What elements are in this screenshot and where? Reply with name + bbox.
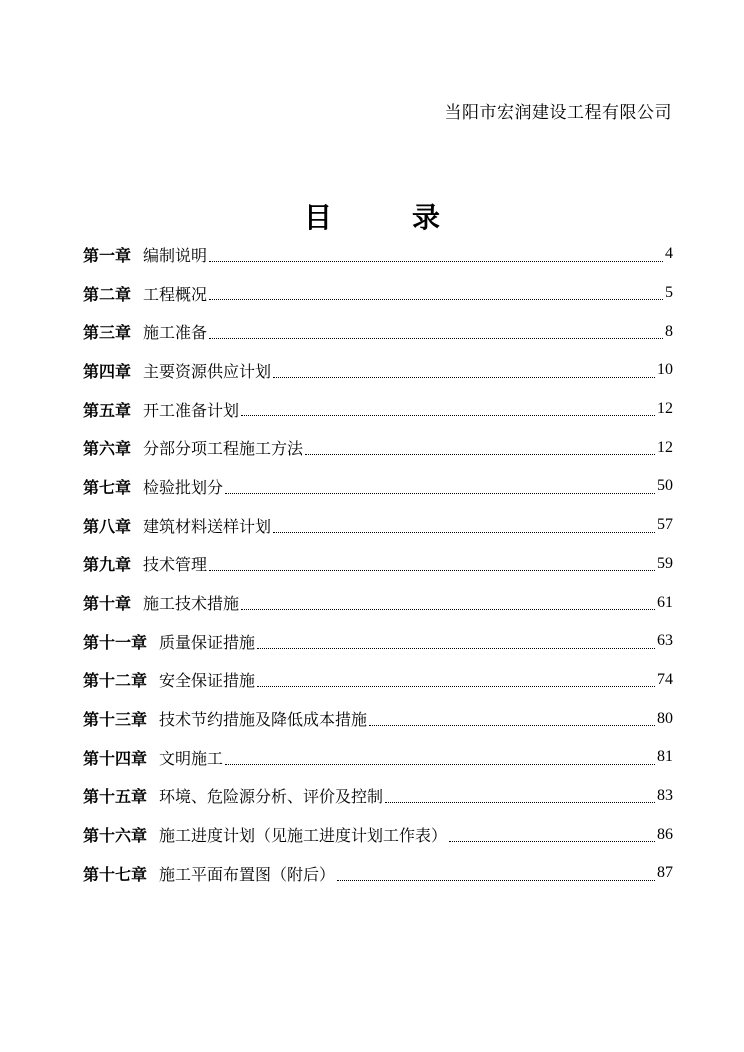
toc-chapter-title: 施工平面布置图（附后）: [159, 864, 336, 884]
toc-dot-leader: [273, 531, 655, 533]
toc-chapter-number: 第八章: [83, 516, 132, 536]
toc-entry[interactable]: [83, 390, 673, 429]
toc-dot-leader: [241, 414, 655, 416]
toc-chapter-title: 施工进度计划（见施工进度计划工作表）: [159, 826, 448, 846]
toc-chapter-title: 检验批划分: [143, 477, 224, 497]
toc-dot-leader: [209, 298, 663, 300]
toc-chapter-title: 建筑材料送样计划: [143, 516, 272, 536]
toc-page-number: 12: [657, 400, 673, 418]
toc-entry[interactable]: [83, 235, 673, 274]
toc-page-number: 57: [657, 516, 673, 534]
toc-page-number: 50: [657, 477, 673, 495]
toc-chapter-number: 第七章: [83, 477, 132, 497]
toc-page-number: 83: [657, 786, 673, 804]
toc-dot-leader: [257, 647, 655, 649]
page-title: [0, 196, 744, 236]
toc-chapter-number: 第十五章: [83, 787, 148, 807]
toc-chapter-number: 第二章: [83, 284, 132, 304]
toc-page-number: 5: [665, 284, 673, 302]
toc-chapter-title: 编制说明: [143, 245, 208, 265]
toc-entry[interactable]: [83, 699, 673, 738]
toc-page-number: 4: [665, 245, 673, 263]
toc-dot-leader: [225, 492, 655, 494]
toc-chapter-number: 第四章: [83, 361, 132, 381]
toc-chapter-title: 技术管理: [143, 555, 208, 575]
toc-dot-leader: [305, 453, 655, 455]
toc-dot-leader: [369, 724, 655, 726]
toc-chapter-title: 工程概况: [143, 284, 208, 304]
toc-entry[interactable]: [83, 661, 673, 700]
toc-dot-leader: [257, 685, 655, 687]
toc-page-number: 81: [657, 748, 673, 766]
toc-chapter-number: 第三章: [83, 323, 132, 343]
toc-entry[interactable]: [83, 506, 673, 545]
toc-chapter-number: 第十六章: [83, 826, 148, 846]
toc-page-number: 86: [657, 825, 673, 843]
toc-chapter-title: 文明施工: [159, 748, 224, 768]
toc-chapter-title: 施工准备: [143, 323, 208, 343]
toc-chapter-number: 第十四章: [83, 748, 148, 768]
toc-dot-leader: [209, 260, 663, 262]
toc-chapter-title: 质量保证措施: [159, 632, 256, 652]
toc-chapter-number: 第十一章: [83, 632, 148, 652]
toc-chapter-title: 安全保证措施: [159, 671, 256, 691]
toc-page-number: 61: [657, 593, 673, 611]
toc-dot-leader: [209, 337, 663, 339]
toc-chapter-number: 第六章: [83, 439, 132, 459]
toc-dot-leader: [385, 801, 655, 803]
toc-chapter-number: 第九章: [83, 555, 132, 575]
toc-dot-leader: [209, 569, 655, 571]
toc-entry[interactable]: [83, 777, 673, 816]
toc-chapter-number: 第十七章: [83, 864, 148, 884]
table-of-contents: [83, 235, 673, 893]
toc-chapter-title: 环境、危险源分析、评价及控制: [159, 787, 384, 807]
toc-entry[interactable]: [83, 312, 673, 351]
toc-chapter-number: 第十二章: [83, 671, 148, 691]
toc-chapter-title: 开工准备计划: [143, 400, 240, 420]
toc-page-number: 10: [657, 361, 673, 379]
toc-entry[interactable]: [83, 738, 673, 777]
toc-chapter-number: 第十三章: [83, 710, 148, 730]
toc-entry[interactable]: [83, 545, 673, 584]
toc-chapter-title: 施工技术措施: [143, 594, 240, 614]
toc-dot-leader: [225, 763, 655, 765]
toc-dot-leader: [273, 376, 655, 378]
toc-chapter-title: 技术节约措施及降低成本措施: [159, 710, 368, 730]
toc-page-number: 63: [657, 632, 673, 650]
company-name: 当阳市宏润建设工程有限公司: [444, 103, 672, 123]
toc-entry[interactable]: [83, 622, 673, 661]
toc-entry[interactable]: [83, 583, 673, 622]
toc-entry[interactable]: [83, 854, 673, 893]
toc-chapter-title: 分部分项工程施工方法: [143, 439, 304, 459]
toc-page-number: 8: [665, 322, 673, 340]
toc-dot-leader: [241, 608, 655, 610]
toc-chapter-number: 第十章: [83, 594, 132, 614]
title-char-2: 录: [412, 201, 441, 234]
toc-chapter-number: 第一章: [83, 245, 132, 265]
toc-entry[interactable]: [83, 274, 673, 313]
toc-dot-leader: [337, 879, 655, 881]
toc-entry[interactable]: [83, 815, 673, 854]
toc-entry[interactable]: [83, 351, 673, 390]
title-char-1: 目: [303, 201, 332, 234]
toc-chapter-number: 第五章: [83, 400, 132, 420]
toc-chapter-title: 主要资源供应计划: [143, 361, 272, 381]
toc-dot-leader: [449, 840, 655, 842]
toc-entry[interactable]: [83, 467, 673, 506]
toc-entry[interactable]: [83, 428, 673, 467]
toc-page-number: 12: [657, 438, 673, 456]
toc-page-number: 80: [657, 709, 673, 727]
toc-page-number: 87: [657, 864, 673, 882]
toc-page-number: 74: [657, 670, 673, 688]
toc-page-number: 59: [657, 554, 673, 572]
